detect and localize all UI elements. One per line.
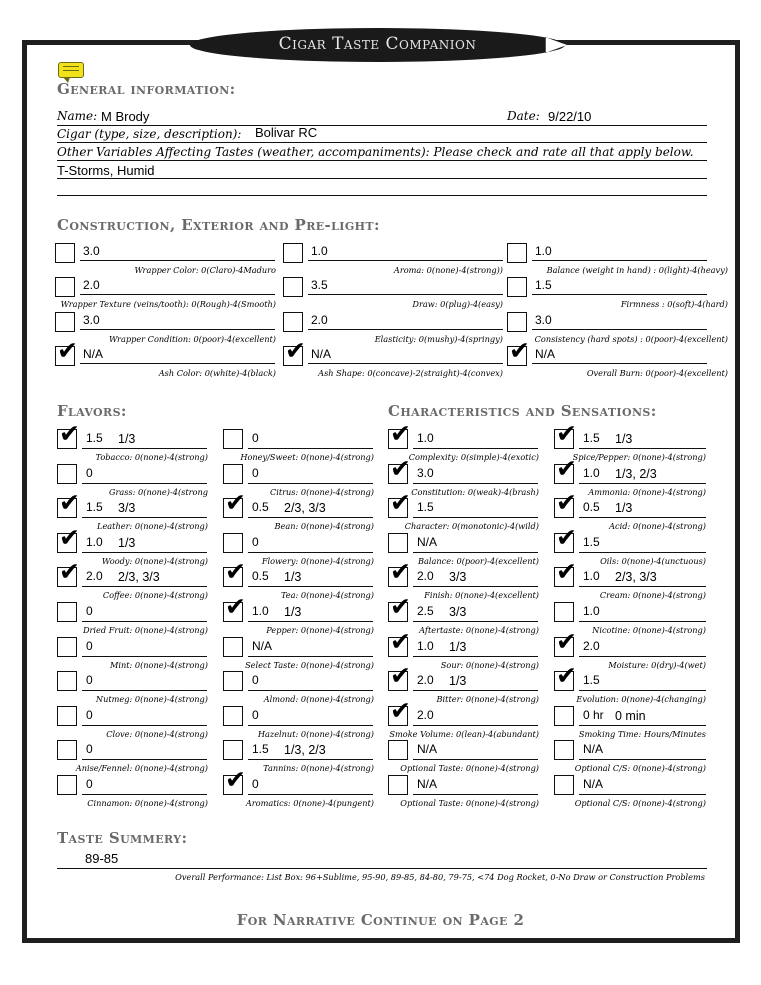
- rating-value-line: [579, 637, 706, 657]
- check-mark-icon: ✔: [556, 661, 577, 691]
- footer-note: For Narrative Continue on Page 2: [236, 911, 525, 929]
- rating-score[interactable]: 0.5: [252, 569, 269, 584]
- construction-checkbox[interactable]: [283, 277, 303, 297]
- rating-caption: Pepper: 0(none)-4(strong): [266, 625, 374, 635]
- rating-checkbox[interactable]: [554, 453, 577, 484]
- rating-value-line: [248, 775, 373, 795]
- check-mark-icon: ✔: [390, 592, 411, 621]
- rating-thirds[interactable]: 3/3: [449, 605, 467, 619]
- rating-score[interactable]: N/A: [417, 534, 438, 549]
- construction-value-line: [308, 260, 503, 261]
- rating-value-line: [413, 464, 538, 484]
- other-line-3: [57, 195, 707, 196]
- page-title: Cigar Taste Companion: [278, 34, 477, 54]
- rating-checkbox[interactable]: [223, 740, 243, 760]
- rating-value-line: [413, 775, 538, 795]
- characteristics-heading: Characteristics and Sensations:: [388, 402, 657, 420]
- rating-caption: Oils: 0(none)-4(unctuous): [600, 555, 706, 566]
- rating-value-line: [82, 740, 207, 760]
- rating-caption: Nutmeg: 0(none)-4(strong): [95, 694, 208, 705]
- rating-caption: Smoke Volume: 0(lean)-4(abundant): [389, 728, 539, 739]
- rating-checkbox[interactable]: [388, 740, 408, 760]
- rating-value-line: [413, 567, 538, 587]
- comment-note-icon[interactable]: [58, 62, 84, 78]
- rating-caption: Coffee: 0(none)-4(strong): [102, 590, 208, 601]
- rating-value-line: [248, 464, 373, 484]
- check-mark-icon: ✔: [556, 488, 577, 518]
- name-line: [57, 125, 707, 126]
- rating-caption: Smoking Time: Hours/Minutes: [578, 728, 706, 739]
- rating-score[interactable]: N/A: [252, 638, 273, 653]
- rating-caption: Honey/Sweet: 0(none)-4(strong): [240, 452, 374, 462]
- rating-score[interactable]: 0: [252, 534, 259, 549]
- construction-value-line: [80, 329, 275, 330]
- rating-score[interactable]: 1.0: [583, 569, 600, 584]
- rating-checkbox[interactable]: [554, 522, 577, 553]
- rating-thirds[interactable]: 3/3: [118, 501, 136, 516]
- rating-checkbox[interactable]: [57, 706, 77, 726]
- rating-value-line: [248, 637, 373, 657]
- rating-checkbox[interactable]: [554, 488, 577, 518]
- rating-caption: Hazelnut: 0(none)-4(strong): [257, 728, 374, 739]
- rating-caption: Bean: 0(none)-4(strong): [274, 521, 374, 532]
- construction-checkbox[interactable]: [283, 243, 303, 263]
- rating-thirds[interactable]: 2/3, 3/3: [284, 501, 326, 516]
- rating-checkbox[interactable]: [223, 464, 243, 484]
- rating-caption: Nicotine: 0(none)-4(strong): [592, 625, 706, 635]
- rating-thirds[interactable]: 3/3: [449, 570, 467, 585]
- rating-value-line: [413, 706, 538, 726]
- rating-thirds[interactable]: 1/3: [449, 639, 467, 654]
- rating-checkbox[interactable]: [57, 740, 77, 760]
- check-mark-icon: ✔: [59, 488, 80, 518]
- rating-checkbox[interactable]: [57, 488, 80, 518]
- date-label: Date:: [507, 109, 540, 123]
- construction-caption: Consistency (hard spots) : 0(poor)-4(excellent): [534, 334, 728, 344]
- rating-score[interactable]: 2.0: [86, 569, 103, 584]
- construction-value[interactable]: 1.5: [535, 278, 552, 292]
- rating-score[interactable]: 1.5: [583, 431, 600, 445]
- rating-value-line: [248, 671, 373, 691]
- rating-thirds[interactable]: 1/3, 2/3: [615, 466, 657, 481]
- rating-checkbox[interactable]: [388, 626, 411, 657]
- construction-value[interactable]: 3.0: [535, 313, 552, 327]
- rating-score[interactable]: 1.5: [583, 534, 600, 549]
- rating-value-line: [248, 429, 373, 449]
- construction-checkbox[interactable]: [507, 336, 530, 366]
- rating-checkbox[interactable]: [388, 557, 411, 587]
- construction-checkbox[interactable]: [283, 312, 303, 332]
- rating-caption: Tobacco: 0(none)-4(strong): [95, 452, 208, 462]
- construction-value-line: [532, 363, 707, 364]
- rating-caption: Bitter: 0(none)-4(strong): [436, 694, 539, 705]
- rating-value-line: [82, 706, 207, 726]
- construction-value[interactable]: N/A: [535, 347, 556, 361]
- construction-heading: Construction, Exterior and Pre-light:: [57, 216, 380, 234]
- rating-value-line: [579, 602, 706, 622]
- rating-caption: Ammonia: 0(none)-4(strong): [588, 486, 706, 497]
- rating-value-line: [248, 706, 373, 726]
- rating-caption: Optional Taste: 0(none)-4(strong): [400, 798, 539, 808]
- construction-caption: Draw: 0(plug)-4(easy): [412, 299, 503, 309]
- rating-score[interactable]: 2.0: [417, 707, 434, 722]
- rating-caption: Finish: 0(none)-4(excellent): [424, 590, 539, 601]
- check-mark-icon: ✔: [59, 557, 80, 587]
- construction-caption: Ash Shape: 0(concave)-2(straight)-4(convex): [318, 368, 503, 378]
- name-label: Name:: [57, 109, 98, 123]
- rating-score[interactable]: 0: [86, 673, 93, 688]
- rating-score[interactable]: 1.5: [583, 673, 600, 688]
- rating-score[interactable]: 0: [252, 465, 259, 480]
- rating-checkbox[interactable]: [223, 557, 246, 587]
- check-mark-icon: ✔: [57, 336, 78, 365]
- rating-caption: Mint: 0(none)-4(strong): [109, 659, 208, 670]
- summary-line: [57, 868, 707, 869]
- rating-score[interactable]: 1.5: [417, 500, 434, 515]
- rating-checkbox[interactable]: [57, 637, 77, 657]
- rating-score[interactable]: 0: [86, 638, 93, 653]
- date-field[interactable]: 9/22/10: [548, 109, 592, 124]
- cigar-label: Cigar (type, size, description):: [57, 127, 242, 141]
- cigar-field[interactable]: Bolivar RC: [255, 125, 318, 140]
- rating-checkbox[interactable]: [554, 740, 574, 760]
- check-mark-icon: ✔: [390, 557, 411, 587]
- rating-caption: Leather: 0(none)-4(strong): [97, 521, 208, 532]
- rating-value-line: [579, 533, 706, 553]
- check-mark-icon: ✔: [556, 453, 577, 483]
- construction-value-line: [308, 363, 503, 364]
- construction-value[interactable]: 3.5: [311, 278, 328, 292]
- rating-checkbox[interactable]: [388, 695, 411, 726]
- rating-score[interactable]: 1.0: [252, 604, 269, 618]
- rating-caption: Spice/Pepper: 0(none)-4(strong): [572, 452, 706, 462]
- cigar-line: [57, 142, 707, 143]
- flavors-heading: Flavors:: [57, 402, 127, 420]
- rating-score[interactable]: 0: [86, 465, 93, 480]
- rating-thirds[interactable]: 2/3, 3/3: [615, 570, 657, 585]
- rating-value-line: [579, 775, 706, 795]
- rating-score[interactable]: 1.0: [583, 604, 600, 618]
- rating-checkbox[interactable]: [223, 671, 243, 691]
- rating-score[interactable]: 1.0: [417, 431, 434, 445]
- rating-value-line: [82, 671, 207, 691]
- rating-caption: Almond: 0(none)-4(strong): [263, 694, 374, 705]
- rating-score[interactable]: 0: [252, 431, 259, 445]
- construction-value-line: [532, 294, 707, 295]
- rating-score[interactable]: N/A: [583, 742, 604, 757]
- construction-value[interactable]: N/A: [83, 347, 104, 361]
- construction-value[interactable]: N/A: [311, 347, 332, 361]
- check-mark-icon: ✔: [225, 557, 246, 587]
- rating-checkbox[interactable]: [223, 488, 246, 518]
- overall-performance-field[interactable]: 89-85: [85, 851, 119, 866]
- check-mark-icon: ✔: [390, 453, 411, 483]
- rating-score[interactable]: 0: [252, 777, 259, 791]
- rating-score[interactable]: 0: [86, 777, 93, 791]
- rating-caption: Clove: 0(none)-4(strong): [106, 728, 208, 739]
- rating-value-line: [413, 429, 538, 449]
- construction-caption: Wrapper Texture (veins/tooth): 0(Rough)-4(Smooth): [60, 299, 276, 309]
- construction-caption: Aroma: 0(none)-4(strong)): [393, 265, 503, 275]
- rating-checkbox[interactable]: [223, 706, 243, 726]
- construction-caption: Firmness : 0(soft)-4(hard): [620, 299, 728, 309]
- rating-score[interactable]: 0.5: [252, 500, 269, 515]
- rating-value-line: [82, 567, 207, 587]
- rating-caption: Optional C/S: 0(none)-4(strong): [574, 763, 706, 774]
- rating-checkbox[interactable]: [388, 661, 411, 691]
- construction-caption: Balance (weight in hand) : 0(light)-4(heavy): [546, 265, 728, 275]
- construction-checkbox[interactable]: [283, 336, 306, 366]
- rating-score[interactable]: 1.0: [417, 638, 434, 653]
- rating-caption: Woody: 0(none)-4(strong): [101, 555, 208, 566]
- rating-checkbox[interactable]: [57, 602, 77, 622]
- check-mark-icon: ✔: [59, 522, 80, 552]
- rating-checkbox[interactable]: [388, 419, 411, 449]
- construction-value[interactable]: 3.0: [83, 313, 100, 327]
- construction-value-line: [308, 294, 503, 295]
- rating-caption: Balance: 0(poor)-4(excellent): [418, 555, 539, 566]
- rating-caption: Complexity: 0(simple)-4(exotic): [408, 452, 539, 462]
- rating-value-line: [248, 533, 373, 553]
- rating-value-line: [413, 498, 538, 518]
- construction-value-line: [532, 260, 707, 261]
- rating-score[interactable]: 0 hr: [583, 707, 604, 722]
- general-info-heading: General information:: [57, 80, 236, 98]
- rating-checkbox[interactable]: [388, 488, 411, 518]
- check-mark-icon: ✔: [390, 626, 411, 656]
- rating-value-line: [413, 533, 538, 553]
- construction-caption: Ash Color: 0(white)-4(black): [158, 368, 276, 378]
- rating-value-line: [82, 775, 207, 795]
- rating-caption: Character: 0(monotonic)-4(wild): [404, 521, 539, 532]
- other-variables-field[interactable]: T-Storms, Humid: [57, 163, 155, 178]
- rating-caption: Dried Fruit: 0(none)-4(strong): [82, 625, 208, 635]
- rating-value-line: [248, 602, 373, 622]
- rating-caption: Anise/Fennel: 0(none)-4(strong): [75, 763, 208, 774]
- check-mark-icon: ✔: [285, 336, 306, 365]
- construction-value-line: [80, 260, 275, 261]
- rating-checkbox[interactable]: [57, 464, 77, 484]
- rating-checkbox[interactable]: [554, 775, 574, 795]
- construction-value[interactable]: 2.0: [83, 278, 100, 292]
- rating-caption: Optional C/S: 0(none)-4(strong): [574, 798, 706, 808]
- rating-value-line: [248, 567, 373, 587]
- rating-value-line: [82, 637, 207, 657]
- rating-value-line: [579, 567, 706, 587]
- rating-checkbox[interactable]: [554, 661, 577, 691]
- rating-value-line: [248, 740, 373, 760]
- construction-checkbox[interactable]: [507, 243, 527, 263]
- name-field[interactable]: M Brody: [101, 109, 150, 124]
- rating-caption: Acid: 0(none)-4(strong): [609, 521, 706, 532]
- construction-checkbox[interactable]: [507, 277, 527, 297]
- rating-score[interactable]: 1.5: [86, 431, 103, 445]
- rating-value-line: [579, 740, 706, 760]
- rating-score[interactable]: 0: [86, 604, 93, 618]
- other-variables-label: Other Variables Affecting Tastes (weather, accompaniments): Please check and rate all that apply below.: [57, 145, 694, 159]
- rating-thirds[interactable]: 1/3: [449, 674, 467, 689]
- rating-checkbox[interactable]: [57, 775, 77, 795]
- check-mark-icon: ✔: [390, 488, 411, 518]
- rating-checkbox[interactable]: [388, 533, 408, 553]
- rating-thirds[interactable]: 0 min: [615, 708, 646, 723]
- rating-thirds[interactable]: 1/3: [284, 605, 302, 619]
- rating-value-line: [579, 429, 706, 449]
- rating-thirds[interactable]: 2/3, 3/3: [118, 570, 160, 585]
- rating-value-line: [248, 498, 373, 518]
- check-mark-icon: ✔: [390, 695, 411, 725]
- check-mark-icon: ✔: [390, 419, 411, 448]
- rating-thirds[interactable]: 1/3: [284, 570, 302, 585]
- construction-value[interactable]: 2.0: [311, 313, 328, 327]
- rating-value-line: [413, 637, 538, 657]
- rating-score[interactable]: 2.0: [417, 569, 434, 584]
- rating-score[interactable]: N/A: [583, 777, 604, 791]
- rating-checkbox[interactable]: [554, 706, 574, 726]
- rating-caption: Grass: 0(none)-4(strong: [108, 486, 208, 497]
- construction-value[interactable]: 3.0: [83, 244, 100, 258]
- rating-checkbox[interactable]: [57, 557, 80, 587]
- rating-checkbox[interactable]: [554, 602, 574, 622]
- rating-checkbox[interactable]: [223, 592, 246, 622]
- rating-thirds[interactable]: 1/3: [615, 501, 633, 516]
- rating-caption: Evolution: 0(none)-4(changing): [576, 694, 706, 705]
- rating-checkbox[interactable]: [388, 453, 411, 484]
- rating-value-line: [579, 706, 706, 726]
- rating-score[interactable]: 0: [86, 742, 93, 757]
- rating-thirds[interactable]: 1/3: [118, 535, 136, 550]
- rating-score[interactable]: 2.0: [417, 673, 434, 688]
- other-line: [57, 160, 707, 161]
- rating-score[interactable]: 2.0: [583, 638, 600, 653]
- rating-score[interactable]: 0: [252, 673, 259, 688]
- rating-checkbox[interactable]: [223, 637, 243, 657]
- rating-caption: Tannins: 0(none)-4(strong): [263, 763, 374, 774]
- construction-value-line: [532, 329, 707, 330]
- rating-value-line: [82, 464, 207, 484]
- check-mark-icon: ✔: [59, 419, 80, 448]
- rating-checkbox[interactable]: [554, 557, 577, 587]
- rating-score[interactable]: 2.5: [417, 604, 434, 618]
- taste-summary-heading: Taste Summery:: [57, 829, 188, 847]
- rating-caption: Sour: 0(none)-4(strong): [440, 659, 539, 670]
- construction-caption: Overall Burn: 0(poor)-4(excellent): [586, 368, 728, 378]
- rating-checkbox[interactable]: [57, 522, 80, 553]
- construction-caption: Elasticity: 0(mushy)-4(springy): [374, 334, 503, 344]
- rating-value-line: [82, 602, 207, 622]
- rating-caption: Aromatics: 0(none)-4(pungent): [245, 798, 374, 808]
- rating-caption: Optional Taste: 0(none)-4(strong): [400, 763, 539, 774]
- rating-caption: Select Taste: 0(none)-4(strong): [245, 659, 374, 670]
- construction-value-line: [80, 294, 275, 295]
- rating-value-line: [413, 671, 538, 691]
- rating-score[interactable]: 1.0: [583, 465, 600, 480]
- construction-caption: Wrapper Color: 0(Claro)-4Maduro: [134, 265, 276, 275]
- rating-score[interactable]: 1.5: [252, 742, 269, 757]
- check-mark-icon: ✔: [509, 336, 530, 365]
- rating-caption: Moisture: 0(dry)-4(wet): [608, 659, 706, 670]
- rating-score[interactable]: 3.0: [417, 465, 434, 480]
- rating-value-line: [413, 602, 538, 622]
- construction-checkbox[interactable]: [55, 277, 75, 297]
- title-banner: [190, 28, 565, 62]
- rating-checkbox[interactable]: [223, 765, 246, 795]
- rating-score[interactable]: 1.0: [86, 534, 103, 549]
- rating-score[interactable]: 0: [86, 707, 93, 722]
- check-mark-icon: ✔: [556, 522, 577, 552]
- check-mark-icon: ✔: [556, 626, 577, 656]
- rating-checkbox[interactable]: [223, 533, 243, 553]
- rating-caption: Flowery: 0(none)-4(strong): [261, 555, 374, 566]
- rating-score[interactable]: 1.5: [86, 500, 103, 515]
- rating-caption: Constitution: 0(weak)-4(brash): [411, 486, 539, 497]
- rating-caption: Cinnamon: 0(none)-4(strong): [87, 798, 208, 808]
- construction-caption: Wrapper Condition: 0(poor)-4(excellent): [109, 334, 276, 344]
- rating-value-line: [413, 740, 538, 760]
- rating-score[interactable]: N/A: [417, 777, 438, 791]
- check-mark-icon: ✔: [556, 557, 577, 587]
- rating-thirds[interactable]: 1/3, 2/3: [284, 743, 326, 758]
- rating-checkbox[interactable]: [57, 671, 77, 691]
- construction-checkbox[interactable]: [55, 336, 78, 366]
- rating-thirds[interactable]: 1/3: [615, 432, 633, 446]
- check-mark-icon: ✔: [225, 765, 246, 794]
- overall-performance-caption: Overall Performance: List Box: 96+Sublime, 95-90, 89-85, 84-80, 79-75, <74 Dog Rocket, 0-No Draw or Construction Problems: [175, 872, 705, 882]
- rating-value-line: [82, 498, 207, 518]
- rating-caption: Cream: 0(none)-4(strong): [599, 590, 706, 601]
- other-line-2: [57, 178, 707, 179]
- check-mark-icon: ✔: [225, 488, 246, 518]
- check-mark-icon: ✔: [556, 419, 577, 448]
- rating-checkbox[interactable]: [57, 419, 80, 449]
- rating-value-line: [579, 464, 706, 484]
- rating-checkbox[interactable]: [223, 429, 243, 449]
- rating-score[interactable]: N/A: [417, 742, 438, 757]
- check-mark-icon: ✔: [225, 592, 246, 621]
- rating-thirds[interactable]: 1/3: [118, 432, 136, 446]
- rating-value-line: [82, 429, 207, 449]
- construction-checkbox[interactable]: [55, 243, 75, 263]
- rating-caption: Citrus: 0(none)-4(strong): [269, 486, 374, 497]
- rating-caption: Aftertaste: 0(none)-4(strong): [419, 625, 539, 635]
- construction-value-line: [308, 329, 503, 330]
- check-mark-icon: ✔: [390, 661, 411, 691]
- rating-value-line: [579, 498, 706, 518]
- rating-checkbox[interactable]: [388, 775, 408, 795]
- rating-score[interactable]: 0: [252, 707, 259, 722]
- construction-checkbox[interactable]: [507, 312, 527, 332]
- rating-value-line: [82, 533, 207, 553]
- construction-value-line: [80, 363, 275, 364]
- rating-checkbox[interactable]: [554, 419, 577, 449]
- rating-checkbox[interactable]: [554, 626, 577, 657]
- construction-value[interactable]: 1.0: [311, 244, 328, 258]
- rating-value-line: [579, 671, 706, 691]
- construction-value[interactable]: 1.0: [535, 244, 552, 258]
- construction-checkbox[interactable]: [55, 312, 75, 332]
- rating-score[interactable]: 0.5: [583, 500, 600, 515]
- rating-caption: Tea: 0(none)-4(strong): [280, 590, 374, 601]
- rating-checkbox[interactable]: [388, 592, 411, 622]
